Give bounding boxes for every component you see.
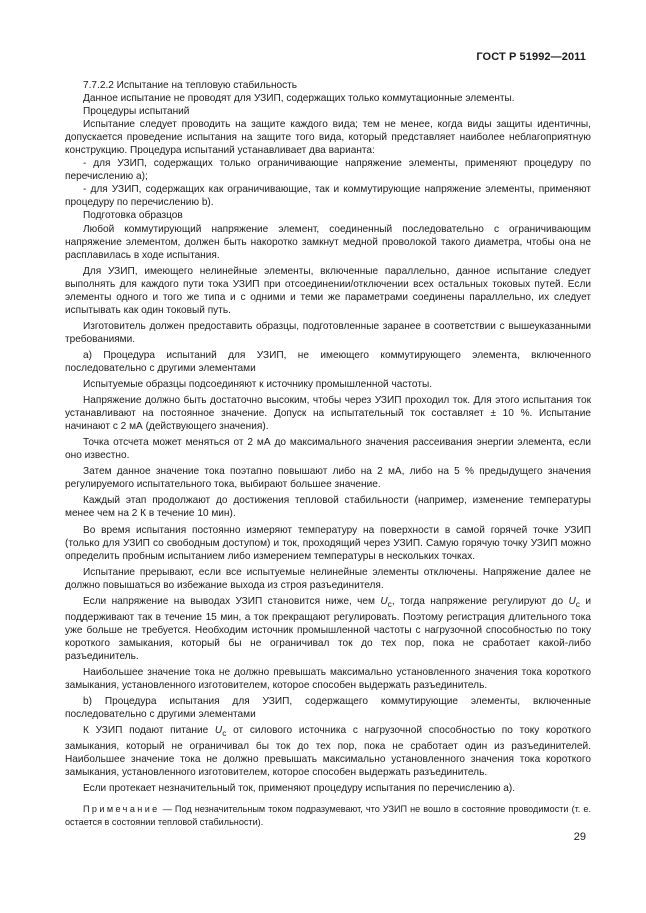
text-run: К УЗИП подают питание bbox=[83, 725, 215, 737]
list-item: - для УЗИП, содержащих только ограничивающие напряжение элементы, применяют процедуру по перечислению а); bbox=[65, 158, 591, 183]
symbol-u: U bbox=[568, 595, 576, 607]
paragraph: Любой коммутирующий напряжение элемент, соединенный последовательно с ограничивающим напряжение элементом, должен быть накоротко замкнут медной проволокой такого диаметра, чтобы она не расплавилась в ходе испытания. bbox=[65, 223, 591, 261]
symbol-u: U bbox=[380, 595, 388, 607]
procedure-b-heading: b) Процедура испытания для УЗИП, содержащего коммутирующие элементы, включенные последовательно с другими элементами bbox=[65, 696, 591, 721]
paragraph: Во время испытания постоянно измеряют температуру на поверхности в самой горячей точке УЗИП (только для УЗИП со свободным доступом) и ток, проходящий через УЗИП. Самую горячую точку УЗИП можно определить пробным испытанием либо измерением температуры в нескольких точках. bbox=[65, 524, 591, 562]
note-text: — Под незначительным током подразумевают, что УЗИП не вошло в состояние проводимости (т. е. остается в состоянии тепловой стабильности). bbox=[65, 804, 591, 827]
text-run: от силового источника с нагрузочной способностью по току короткого замыкания, который не ограничивал бы ток до тех пор, пока не сработает один из разъединителей. Наибольшее значение тока не должно превышать максимально установленного значения тока короткого замыкания, установленного изготовителем, которое способен выдержать разъединитель. bbox=[65, 725, 591, 779]
symbol-u: U bbox=[214, 725, 223, 737]
paragraph: Точка отсчета может меняться от 2 мА до максимального значения рассеивания энергии элемента, если оно известно. bbox=[65, 437, 591, 462]
paragraph-uc bbox=[65, 595, 591, 663]
text-run: и поддерживают так в течение 15 мин, а ток прекращают регулировать. Поэтому регистрация длительного тока уже больше не требуется. Необходим источник промышленной частоты с нагрузочной способностью по току короткого замыкания, который бы не ограничивал ток до тех пор, пока не сработает какой-либо разъединитель. bbox=[65, 595, 591, 662]
paragraph: Затем данное значение тока поэтапно повышают либо на 2 мА, либо на 5 % предыдущего значения регулируемого испытательного тока, выбирают большее значение. bbox=[65, 466, 591, 491]
note-label: Примечание bbox=[83, 804, 160, 815]
list-item: - для УЗИП, содержащих как ограничивающие, так и коммутирующие напряжение элементы, применяют процедуру по перечислению b). bbox=[65, 184, 591, 209]
procedure-a-heading: а) Процедура испытаний для УЗИП, не имеющего коммутирующего элемента, включенного последовательно с другими элементами bbox=[65, 349, 591, 374]
subscript-c: c bbox=[575, 598, 580, 609]
paragraph: Для УЗИП, имеющего нелинейные элементы, включенные параллельно, данное испытание следует выполнять для каждого пути тока УЗИП при отсоединении/отключении всех остальных токовых путей. Если элементы одного и того же типа и с одними и теми же параметрами соединены параллельно, их следует испытывать как один токовый путь. bbox=[65, 265, 591, 316]
paragraph: Изготовитель должен предоставить образцы, подготовленные заранее в соответствии с вышеуказанными требованиями. bbox=[65, 320, 591, 345]
paragraph: Наибольшее значение тока не должно превышать максимально установленного значения тока короткого замыкания, установленного изготовителем, которое способен выдержать разъединитель. bbox=[65, 666, 591, 692]
subscript-c: c bbox=[387, 598, 392, 609]
subheading-sample-preparation: Подготовка образцов bbox=[83, 210, 183, 222]
paragraph: Напряжение должно быть достаточно высоким, чтобы через УЗИП проходил ток. Для этого испытания ток устанавливают на постоянное значение. Допуск на испытательный ток составляет ± 10 %. Испытание начинают с 2 мА (действующего значения). bbox=[65, 395, 591, 433]
paragraph: Испытание следует проводить на защите каждого вида; тем не менее, когда виды защиты идентичны, допускается проведение испытания на защите того вида, который представляет наиболее неблагоприятную конструкцию. Процедура испытаний устанавливает два варианта: bbox=[65, 119, 591, 157]
paragraph: Если протекает незначительный ток, применяют процедуру испытания по перечислению а). bbox=[83, 783, 516, 795]
text-run: Если напряжение на выводах УЗИП становится ниже, чем bbox=[83, 595, 381, 607]
note bbox=[65, 803, 591, 828]
document-body bbox=[65, 79, 591, 828]
text-run: , тогда напряжение регулируют до bbox=[391, 595, 569, 607]
paragraph: Испытуемые образцы подсоединяют к источнику промышленной частоты. bbox=[83, 379, 433, 391]
paragraph: Данное испытание не проводят для УЗИП, содержащих только коммутационные элементы. bbox=[83, 93, 515, 105]
standard-header: ГОСТ Р 51992—2011 bbox=[476, 51, 586, 63]
paragraph: Испытание прерывают, если все испытуемые нелинейные элементы отключены. Напряжение далее не должно повышаться во избежание выхода из строя разъединителя. bbox=[65, 566, 591, 591]
section-heading: 7.7.2.2 Испытание на тепловую стабильность bbox=[83, 80, 298, 91]
paragraph-uc-2 bbox=[65, 724, 591, 779]
subscript-c: c bbox=[222, 728, 227, 739]
paragraph: Каждый этап продолжают до достижения тепловой стабильности (например, изменение температуры менее чем на 2 К в течение 10 мин). bbox=[65, 495, 591, 520]
subheading-procedures: Процедуры испытаний bbox=[83, 106, 190, 118]
page-number: 29 bbox=[573, 831, 586, 843]
